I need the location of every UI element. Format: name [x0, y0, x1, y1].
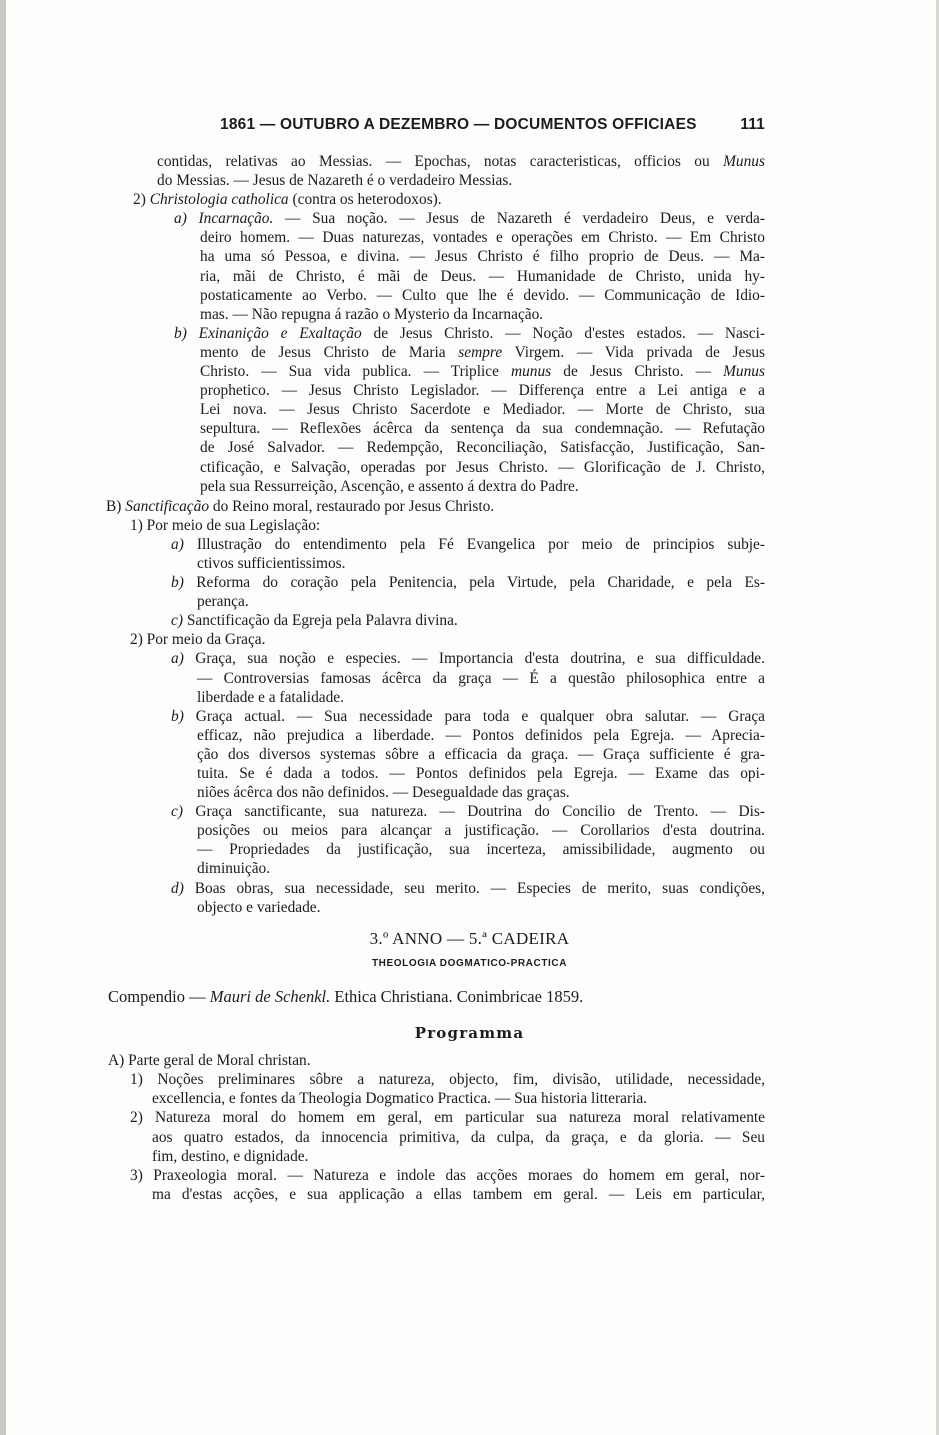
programma-title: Programma	[414, 1024, 525, 1043]
text-line: pela sua Ressurreição, Ascenção, e assento á dextra do Padre.	[200, 477, 579, 495]
text-line: tuita. Se é dada a todos. — Pontos definidos pela Egreja. — Exame das opi-	[197, 765, 765, 782]
compendio-line: Compendio — Mauri de Schenkl. Ethica Christiana. Conimbricae 1859.	[108, 986, 584, 1006]
course-heading: 3.º ANNO — 5.ª CADEIRA	[369, 928, 570, 948]
text-line: contidas, relativas ao Messias. — Epochas, notas caracteristicas, officios ou Munus	[157, 153, 765, 170]
text-line: prophetico. — Jesus Christo Legislador. — Differença entre a Lei antiga e a	[200, 382, 765, 400]
list-item-graca: 2) Por meio da Graça.	[130, 631, 266, 649]
text-line: ctificação, e Salvação, operadas por Jesus Christo. — Glorificação de J. Christo,	[200, 458, 765, 476]
text-line: ção dos diversos systemas sôbre a efficacia da graça. — Graça sufficiente é gra-	[197, 745, 765, 763]
text-line: postaticamente ao Verbo. — Culto que lhe é devido. — Communicação de Idio-	[200, 286, 765, 304]
text-line: — Controversias famosas ácêrca da graça — É a questão philosophica entre a	[197, 669, 765, 687]
text-line: sepultura. — Reflexões ácêrca da sentença da sua condemnação. — Refutação	[200, 420, 765, 438]
section-a2-heading: A) Parte geral de Moral christan.	[108, 1052, 311, 1070]
text-line: aos quatro estados, da innocencia primitiva, da culpa, da graça, e da gloria. — Seu	[152, 1128, 765, 1146]
list-item: c) Graça sanctificante, sua natureza. — Doutrina do Concilio de Trento. — Dis-	[171, 803, 765, 821]
text-line: liberdade e a fatalidade.	[197, 688, 344, 706]
list-item-legislacao: 1) Por meio de sua Legislação:	[130, 516, 321, 534]
list-item-incarnacao: a) Incarnação. — Sua noção. — Jesus de Nazareth é verdadeiro Deus, e verda-	[174, 210, 765, 228]
list-item: b) Graça actual. — Sua necessidade para toda e qualquer obra salutar. — Graça	[171, 707, 765, 725]
text-line: perança.	[197, 593, 249, 611]
text-line: objecto e variedade.	[197, 898, 321, 916]
text-line: excellencia, e fontes da Theologia Dogmatico Practica. — Sua historia litteraria.	[152, 1090, 648, 1108]
text-line: ctivos sufficientissimos.	[197, 554, 346, 572]
text-line: diminuição.	[197, 860, 271, 878]
text-line: ha uma só Pessoa, e divina. — Jesus Christo é filho proprio de Deus. — Ma-	[200, 248, 765, 266]
text-line: posições ou meios para alcançar a justificação. — Corollarios d'esta doutrina.	[197, 822, 765, 840]
list-item: c) Sanctificação da Egreja pela Palavra divina.	[171, 612, 458, 630]
running-header	[220, 116, 765, 134]
section-b-heading: B) Sanctificação do Reino moral, restaurado por Jesus Christo.	[106, 497, 495, 515]
list-item: a) Graça, sua noção e especies. — Importancia d'esta doutrina, e sua difficuldade.	[171, 650, 765, 668]
text-line: fim, destino, e dignidade.	[152, 1147, 309, 1165]
text-line: niões ácêrca dos não definidos. — Desegualdade das graças.	[197, 784, 570, 802]
text-line: do Messias. — Jesus de Nazareth é o verdadeiro Messias.	[157, 172, 513, 190]
text-line: ma d'estas acções, e sua applicação a ellas tambem em geral. — Leis em particular,	[152, 1185, 765, 1203]
list-item: d) Boas obras, sua necessidade, seu merito. — Especies de merito, suas condições,	[171, 879, 765, 897]
page-number: 111	[740, 116, 765, 133]
text-line: efficaz, não prejudica a liberdade. — Pontos definidos pela Egreja. — Aprecia-	[197, 726, 765, 744]
course-subheading: THEOLOGIA DOGMATICO-PRACTICA	[371, 957, 568, 969]
list-item-christologia: 2) Christologia catholica (contra os heterodoxos).	[133, 191, 442, 209]
text-line: de José Salvador. — Redempção, Reconciliação, Satisfacção, Justificação, San-	[200, 439, 765, 457]
header-title: 1861 — OUTUBRO A DEZEMBRO — DOCUMENTOS OFFICIAES	[220, 116, 697, 133]
list-item-exinanicao: b) Exinanição e Exaltação de Jesus Christo. — Noção d'estes estados. — Nasci-	[174, 324, 765, 342]
text-line: mas. — Não repugna á razão o Mysterio da Incarnação.	[200, 305, 544, 323]
text-line: Lei nova. — Jesus Christo Sacerdote e Mediador. — Morte de Christo, sua	[200, 401, 765, 419]
list-item: b) Reforma do coração pela Penitencia, pela Virtude, pela Charidade, e pela Es-	[171, 574, 765, 592]
text-line: Christo. — Sua vida publica. — Triplice munus de Jesus Christo. — Munus	[200, 363, 765, 381]
text-line: mento de Jesus Christo de Maria sempre Virgem. — Vida privada de Jesus	[200, 343, 766, 361]
text-line: deiro homem. — Duas naturezas, vontades e operações em Christo. — Em Christo	[200, 229, 765, 247]
text-line: ria, mãi de Christo, é mãi de Deus. — Humanidade de Christo, unida hy-	[200, 267, 765, 285]
list-item: 3) Praxeologia moral. — Natureza e indole das acções moraes do homem em geral, nor-	[130, 1166, 765, 1184]
list-item: a) Illustração do entendimento pela Fé Evangelica por meio de principios subje-	[171, 535, 765, 553]
page-body	[0, 152, 939, 1204]
list-item: 1) Noções preliminares sôbre a natureza, objecto, fim, divisão, utilidade, necessidade,	[130, 1071, 765, 1089]
list-item: 2) Natureza moral do homem em geral, em particular sua natureza moral relativamente	[130, 1109, 765, 1127]
text-line: — Propriedades da justificação, sua incerteza, amissibilidade, augmento ou	[197, 841, 765, 859]
